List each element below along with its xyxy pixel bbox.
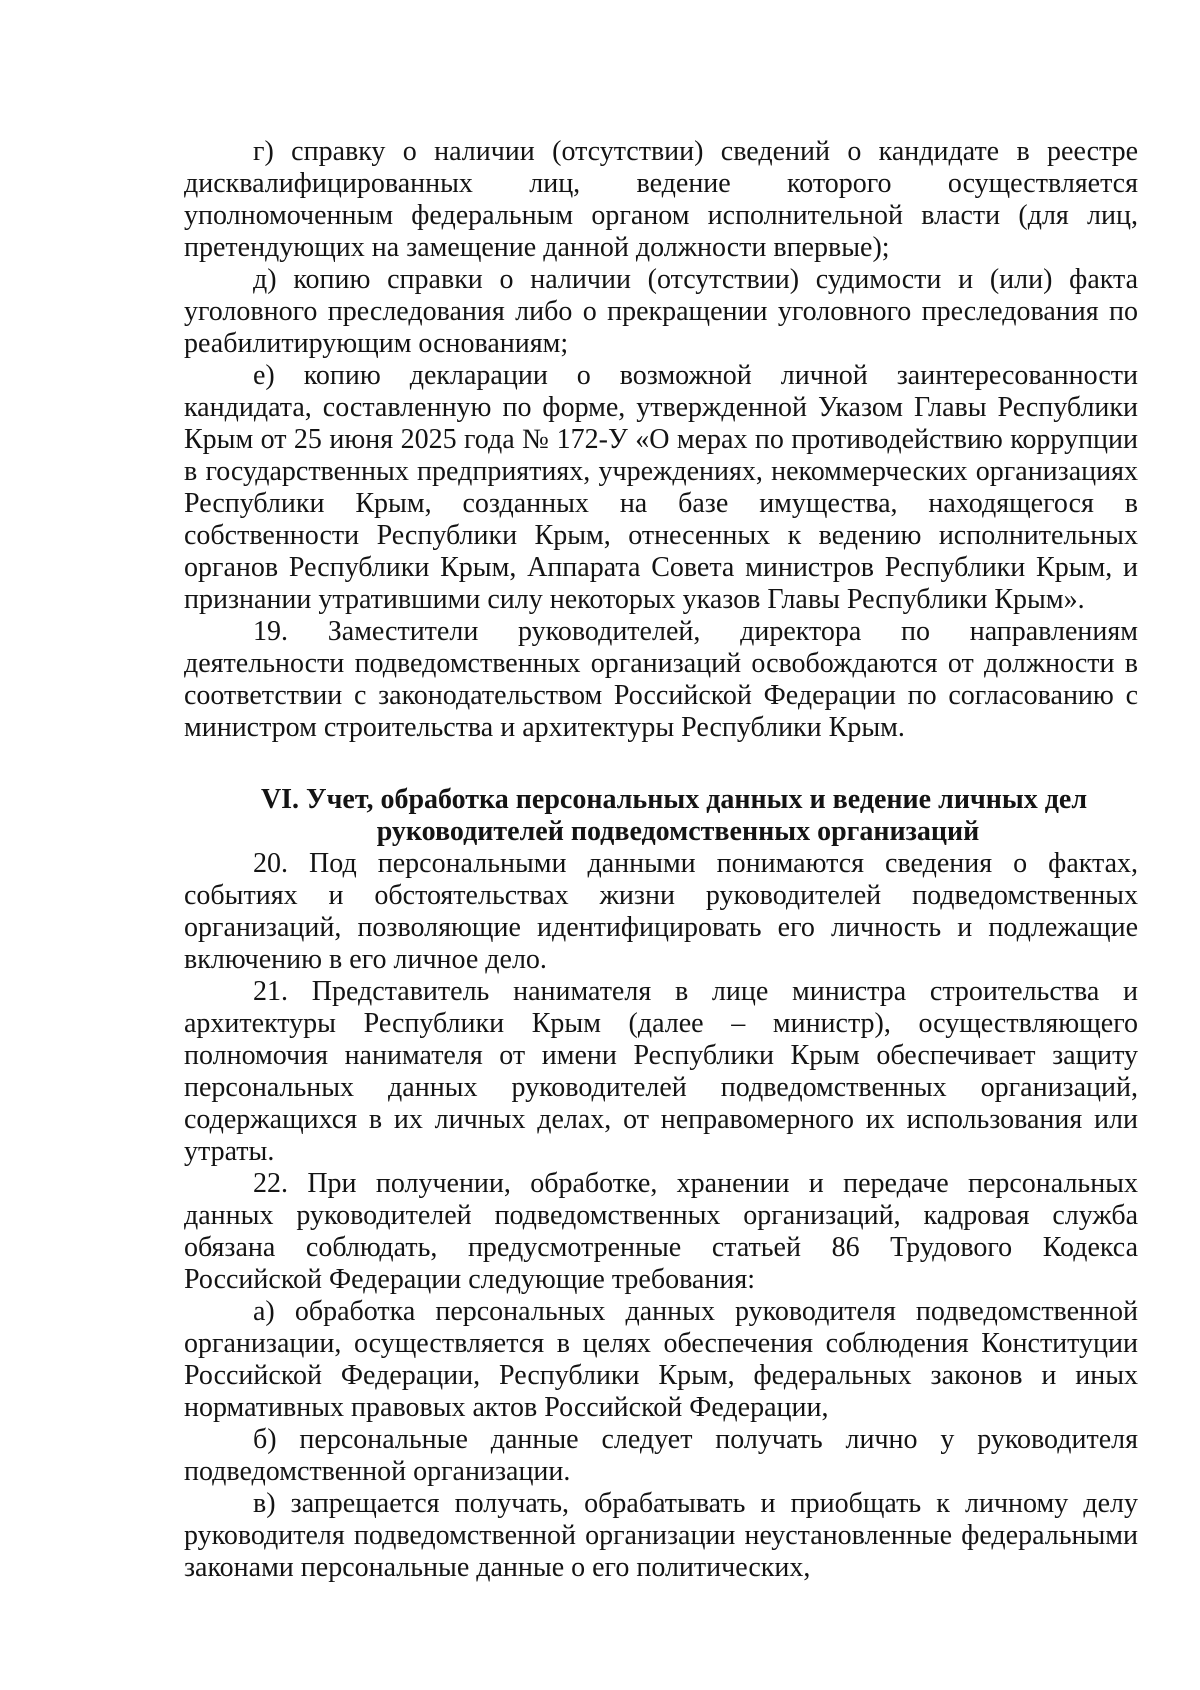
section-heading-line-1: VI. Учет, обработка персональных данных и ведение личных дел xyxy=(260,784,1088,815)
paragraph-22-v: в) запрещается получать, обрабатывать и приобщать к личному делу руководителя подведомственной организации неустановленные федеральными законами персональные данные о его политических, xyxy=(184,1488,1138,1583)
paragraph-22: 22. При получении, обработке, хранении и передаче персональных данных руководителей подведомственных организаций, кадровая служба обязана соблюдать, предусмотренные статьей 86 Трудового Кодекса Российской Федерации следующие требования: xyxy=(184,1168,1138,1295)
paragraph-20: 20. Под персональными данными понимаются сведения о фактах, событиях и обстоятельствах жизни руководителей подведомственных организаций, позволяющие идентифицировать его личность и подлежащие включению в его личное дело. xyxy=(184,848,1138,975)
section-heading xyxy=(184,784,1138,848)
document-body xyxy=(184,136,1138,1584)
paragraph-g: г) справку о наличии (отсутствии) сведений о кандидате в реестре дисквалифицированных лиц, ведение которого осуществляется уполномоченным федеральным органом исполнительной власти (для лиц, претендующих на замещение данной должности впервые); xyxy=(184,136,1138,263)
paragraph-e: е) копию декларации о возможной личной заинтересованности кандидата, составленную по форме, утвержденной Указом Главы Республики Крым от 25 июня 2025 года № 172-У «О мерах по противодействию коррупции в государственных предприятиях, учреждениях, некоммерческих организациях Республики Крым, созданных на базе имущества, находящегося в собственности Республики Крым, отнесенных к ведению исполнительных органов Республики Крым, Аппарата Совета министров Республики Крым, и признании утратившими силу некоторых указов Главы Республики Крым». xyxy=(184,360,1138,615)
paragraph-22-a: а) обработка персональных данных руководителя подведомственной организации, осуществляется в целях обеспечения соблюдения Конституции Российской Федерации, Республики Крым, федеральных законов и иных нормативных правовых актов Российской Федерации, xyxy=(184,1296,1138,1423)
paragraph-d: д) копию справки о наличии (отсутствии) судимости и (или) факта уголовного преследования либо о прекращении уголовного преследования по реабилитирующим основаниям; xyxy=(184,264,1138,359)
section-heading-line-2: руководителей подведомственных организаций xyxy=(376,816,980,847)
paragraph-22-b: б) персональные данные следует получать лично у руководителя подведомственной организации. xyxy=(184,1424,1138,1487)
paragraph-19: 19. Заместители руководителей, директора по направлениям деятельности подведомственных организаций освобождаются от должности в соответствии с законодательством Российской Федерации по согласованию с министром строительства и архитектуры Республики Крым. xyxy=(184,616,1138,743)
paragraph-21: 21. Представитель нанимателя в лице министра строительства и архитектуры Республики Крым (далее – министр), осуществляющего полномочия нанимателя от имени Республики Крым обеспечивает защиту персональных данных руководителей подведомственных организаций, содержащихся в их личных делах, от неправомерного их использования или утраты. xyxy=(184,976,1138,1167)
